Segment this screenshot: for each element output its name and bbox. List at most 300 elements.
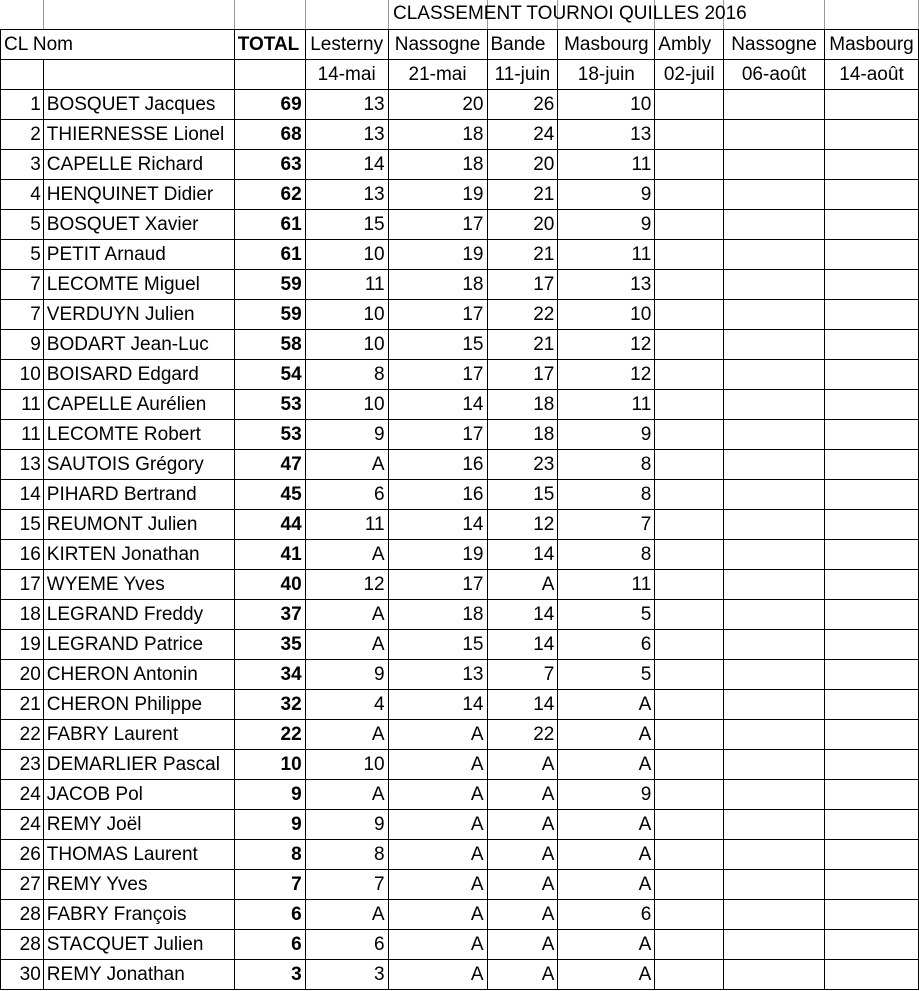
score-cell[interactable] <box>655 839 724 869</box>
score-cell[interactable]: 13 <box>305 179 388 209</box>
total-cell[interactable]: 32 <box>234 689 305 719</box>
score-cell[interactable]: 19 <box>388 539 487 569</box>
score-cell[interactable] <box>655 359 724 389</box>
score-cell[interactable] <box>724 749 825 779</box>
total-cell[interactable]: 63 <box>234 149 305 179</box>
score-cell[interactable]: A <box>487 959 558 989</box>
score-cell[interactable]: 18 <box>487 389 558 419</box>
name-cell[interactable]: REMY Jonathan <box>43 959 234 989</box>
cell[interactable] <box>43 59 234 89</box>
score-cell[interactable]: 6 <box>558 629 655 659</box>
name-cell[interactable]: FABRY François <box>43 899 234 929</box>
score-cell[interactable]: 12 <box>487 509 558 539</box>
score-cell[interactable]: 3 <box>305 959 388 989</box>
score-cell[interactable] <box>825 719 919 749</box>
total-cell[interactable]: 9 <box>234 779 305 809</box>
score-cell[interactable]: 13 <box>305 119 388 149</box>
score-cell[interactable] <box>655 389 724 419</box>
score-cell[interactable]: 11 <box>558 149 655 179</box>
score-cell[interactable]: A <box>305 449 388 479</box>
rank-cell[interactable]: 16 <box>1 539 44 569</box>
header-date[interactable]: 11-juin <box>487 59 558 89</box>
header-date[interactable]: 18-juin <box>558 59 655 89</box>
score-cell[interactable]: 9 <box>558 179 655 209</box>
score-cell[interactable] <box>655 749 724 779</box>
score-cell[interactable]: 14 <box>388 389 487 419</box>
score-cell[interactable] <box>655 179 724 209</box>
header-venue[interactable]: Lesterny <box>305 29 388 59</box>
score-cell[interactable]: 5 <box>558 659 655 689</box>
total-cell[interactable]: 53 <box>234 389 305 419</box>
cell[interactable] <box>1 0 44 29</box>
cell[interactable] <box>305 0 388 29</box>
score-cell[interactable]: 8 <box>558 539 655 569</box>
name-cell[interactable]: KIRTEN Jonathan <box>43 539 234 569</box>
score-cell[interactable] <box>724 329 825 359</box>
score-cell[interactable] <box>655 479 724 509</box>
score-cell[interactable] <box>655 959 724 989</box>
rank-cell[interactable]: 24 <box>1 809 44 839</box>
header-date[interactable]: 14-mai <box>305 59 388 89</box>
score-cell[interactable]: 17 <box>388 419 487 449</box>
score-cell[interactable] <box>655 899 724 929</box>
score-cell[interactable]: 17 <box>388 299 487 329</box>
score-cell[interactable]: 10 <box>305 299 388 329</box>
score-cell[interactable]: 8 <box>558 449 655 479</box>
score-cell[interactable]: A <box>388 719 487 749</box>
name-cell[interactable]: REMY Joël <box>43 809 234 839</box>
rank-cell[interactable]: 30 <box>1 959 44 989</box>
rank-cell[interactable]: 28 <box>1 929 44 959</box>
rank-cell[interactable]: 26 <box>1 839 44 869</box>
score-cell[interactable] <box>655 539 724 569</box>
score-cell[interactable] <box>655 569 724 599</box>
name-cell[interactable]: LECOMTE Miguel <box>43 269 234 299</box>
score-cell[interactable]: A <box>305 899 388 929</box>
score-cell[interactable] <box>655 659 724 689</box>
score-cell[interactable] <box>825 509 919 539</box>
rank-cell[interactable]: 21 <box>1 689 44 719</box>
score-cell[interactable]: 14 <box>487 539 558 569</box>
score-cell[interactable] <box>655 299 724 329</box>
score-cell[interactable] <box>655 599 724 629</box>
score-cell[interactable]: 18 <box>487 419 558 449</box>
score-cell[interactable]: A <box>388 839 487 869</box>
score-cell[interactable]: 11 <box>305 509 388 539</box>
total-cell[interactable]: 53 <box>234 419 305 449</box>
total-cell[interactable]: 59 <box>234 299 305 329</box>
score-cell[interactable]: 26 <box>487 89 558 119</box>
score-cell[interactable]: 18 <box>388 599 487 629</box>
rank-cell[interactable]: 15 <box>1 509 44 539</box>
score-cell[interactable] <box>825 749 919 779</box>
rank-cell[interactable]: 1 <box>1 89 44 119</box>
score-cell[interactable]: 9 <box>305 809 388 839</box>
rank-cell[interactable]: 28 <box>1 899 44 929</box>
header-date[interactable]: 06-août <box>724 59 825 89</box>
score-cell[interactable] <box>825 779 919 809</box>
score-cell[interactable]: 11 <box>558 389 655 419</box>
rank-cell[interactable]: 13 <box>1 449 44 479</box>
score-cell[interactable] <box>825 419 919 449</box>
score-cell[interactable]: A <box>558 839 655 869</box>
score-cell[interactable]: 15 <box>487 479 558 509</box>
score-cell[interactable] <box>825 209 919 239</box>
total-cell[interactable]: 54 <box>234 359 305 389</box>
rank-cell[interactable]: 5 <box>1 209 44 239</box>
score-cell[interactable] <box>724 539 825 569</box>
score-cell[interactable]: 11 <box>558 239 655 269</box>
score-cell[interactable]: 8 <box>558 479 655 509</box>
score-cell[interactable] <box>825 539 919 569</box>
name-cell[interactable]: JACOB Pol <box>43 779 234 809</box>
rank-cell[interactable]: 17 <box>1 569 44 599</box>
total-cell[interactable]: 35 <box>234 629 305 659</box>
score-cell[interactable]: 9 <box>305 419 388 449</box>
score-cell[interactable]: 21 <box>487 329 558 359</box>
score-cell[interactable]: A <box>388 869 487 899</box>
score-cell[interactable] <box>825 629 919 659</box>
score-cell[interactable]: 12 <box>305 569 388 599</box>
score-cell[interactable]: 10 <box>305 329 388 359</box>
score-cell[interactable]: A <box>388 899 487 929</box>
score-cell[interactable]: 17 <box>388 209 487 239</box>
score-cell[interactable]: 8 <box>305 359 388 389</box>
score-cell[interactable] <box>655 239 724 269</box>
score-cell[interactable]: A <box>388 929 487 959</box>
total-cell[interactable]: 34 <box>234 659 305 689</box>
total-cell[interactable]: 6 <box>234 929 305 959</box>
score-cell[interactable]: 11 <box>558 569 655 599</box>
header-date[interactable]: 14-août <box>825 59 919 89</box>
score-cell[interactable] <box>825 119 919 149</box>
score-cell[interactable] <box>724 719 825 749</box>
total-cell[interactable]: 41 <box>234 539 305 569</box>
score-cell[interactable] <box>724 959 825 989</box>
score-cell[interactable] <box>724 899 825 929</box>
score-cell[interactable] <box>724 179 825 209</box>
score-cell[interactable] <box>724 689 825 719</box>
score-cell[interactable] <box>655 419 724 449</box>
rank-cell[interactable]: 19 <box>1 629 44 659</box>
total-cell[interactable]: 62 <box>234 179 305 209</box>
score-cell[interactable] <box>724 629 825 659</box>
score-cell[interactable]: 5 <box>558 599 655 629</box>
name-cell[interactable]: CHERON Antonin <box>43 659 234 689</box>
rank-cell[interactable]: 24 <box>1 779 44 809</box>
score-cell[interactable]: 7 <box>487 659 558 689</box>
score-cell[interactable]: 4 <box>305 689 388 719</box>
score-cell[interactable] <box>825 599 919 629</box>
score-cell[interactable]: 10 <box>305 749 388 779</box>
score-cell[interactable] <box>825 299 919 329</box>
score-cell[interactable] <box>655 329 724 359</box>
rank-cell[interactable]: 11 <box>1 389 44 419</box>
score-cell[interactable] <box>724 779 825 809</box>
rank-cell[interactable]: 10 <box>1 359 44 389</box>
score-cell[interactable]: A <box>487 569 558 599</box>
score-cell[interactable]: A <box>487 809 558 839</box>
score-cell[interactable] <box>825 89 919 119</box>
score-cell[interactable] <box>724 809 825 839</box>
total-cell[interactable]: 59 <box>234 269 305 299</box>
score-cell[interactable]: 6 <box>305 929 388 959</box>
name-cell[interactable]: VERDUYN Julien <box>43 299 234 329</box>
rank-cell[interactable]: 11 <box>1 419 44 449</box>
score-cell[interactable] <box>825 959 919 989</box>
name-cell[interactable]: HENQUINET Didier <box>43 179 234 209</box>
total-cell[interactable]: 22 <box>234 719 305 749</box>
score-cell[interactable]: 20 <box>388 89 487 119</box>
score-cell[interactable] <box>655 689 724 719</box>
score-cell[interactable]: 6 <box>305 479 388 509</box>
name-cell[interactable]: CHERON Philippe <box>43 689 234 719</box>
total-cell[interactable]: 6 <box>234 899 305 929</box>
score-cell[interactable]: A <box>558 719 655 749</box>
name-cell[interactable]: BOSQUET Xavier <box>43 209 234 239</box>
cell[interactable] <box>1 59 44 89</box>
score-cell[interactable]: 8 <box>305 839 388 869</box>
score-cell[interactable] <box>655 149 724 179</box>
total-cell[interactable]: 3 <box>234 959 305 989</box>
total-cell[interactable]: 61 <box>234 239 305 269</box>
total-cell[interactable]: 7 <box>234 869 305 899</box>
header-venue[interactable]: Nassogne <box>388 29 487 59</box>
total-cell[interactable]: 68 <box>234 119 305 149</box>
score-cell[interactable] <box>724 389 825 419</box>
score-cell[interactable] <box>724 929 825 959</box>
score-cell[interactable]: A <box>305 719 388 749</box>
score-cell[interactable] <box>825 269 919 299</box>
name-cell[interactable]: DEMARLIER Pascal <box>43 749 234 779</box>
rank-cell[interactable]: 27 <box>1 869 44 899</box>
header-total[interactable]: TOTAL <box>234 29 305 59</box>
score-cell[interactable] <box>655 929 724 959</box>
rank-cell[interactable]: 7 <box>1 299 44 329</box>
header-cl-nom[interactable]: CL Nom <box>1 29 235 59</box>
rank-cell[interactable]: 3 <box>1 149 44 179</box>
total-cell[interactable]: 47 <box>234 449 305 479</box>
score-cell[interactable] <box>724 269 825 299</box>
score-cell[interactable] <box>724 119 825 149</box>
score-cell[interactable]: 10 <box>305 389 388 419</box>
score-cell[interactable]: A <box>558 809 655 839</box>
score-cell[interactable]: 13 <box>558 119 655 149</box>
name-cell[interactable]: THIERNESSE Lionel <box>43 119 234 149</box>
header-venue[interactable]: Masbourg <box>558 29 655 59</box>
header-date[interactable]: 02-juil <box>655 59 724 89</box>
score-cell[interactable]: 17 <box>487 359 558 389</box>
score-cell[interactable]: 11 <box>305 269 388 299</box>
score-cell[interactable] <box>825 659 919 689</box>
score-cell[interactable] <box>655 719 724 749</box>
header-venue[interactable]: Ambly <box>655 29 724 59</box>
score-cell[interactable]: 14 <box>388 509 487 539</box>
score-cell[interactable]: 15 <box>388 629 487 659</box>
score-cell[interactable]: 15 <box>388 329 487 359</box>
name-cell[interactable]: LEGRAND Patrice <box>43 629 234 659</box>
score-cell[interactable]: A <box>305 629 388 659</box>
score-cell[interactable]: A <box>487 899 558 929</box>
score-cell[interactable]: 21 <box>487 179 558 209</box>
name-cell[interactable]: LECOMTE Robert <box>43 419 234 449</box>
score-cell[interactable]: 23 <box>487 449 558 479</box>
score-cell[interactable]: 17 <box>487 269 558 299</box>
score-cell[interactable]: 19 <box>388 239 487 269</box>
score-cell[interactable] <box>825 449 919 479</box>
score-cell[interactable] <box>825 479 919 509</box>
name-cell[interactable]: CAPELLE Aurélien <box>43 389 234 419</box>
score-cell[interactable]: A <box>487 869 558 899</box>
header-venue[interactable]: Nassogne <box>724 29 825 59</box>
score-cell[interactable]: A <box>487 929 558 959</box>
header-date[interactable]: 21-mai <box>388 59 487 89</box>
name-cell[interactable]: PIHARD Bertrand <box>43 479 234 509</box>
score-cell[interactable]: A <box>487 749 558 779</box>
score-cell[interactable]: A <box>558 959 655 989</box>
score-cell[interactable]: 12 <box>558 329 655 359</box>
score-cell[interactable] <box>724 89 825 119</box>
score-cell[interactable] <box>655 869 724 899</box>
score-cell[interactable] <box>825 389 919 419</box>
score-cell[interactable] <box>724 239 825 269</box>
score-cell[interactable]: 18 <box>388 149 487 179</box>
score-cell[interactable] <box>655 119 724 149</box>
score-cell[interactable]: 13 <box>558 269 655 299</box>
score-cell[interactable] <box>825 359 919 389</box>
score-cell[interactable] <box>724 599 825 629</box>
rank-cell[interactable]: 7 <box>1 269 44 299</box>
rank-cell[interactable]: 18 <box>1 599 44 629</box>
score-cell[interactable]: 14 <box>487 629 558 659</box>
score-cell[interactable]: 10 <box>305 239 388 269</box>
name-cell[interactable]: BOISARD Edgard <box>43 359 234 389</box>
rank-cell[interactable]: 22 <box>1 719 44 749</box>
header-venue[interactable]: Masbourg <box>825 29 919 59</box>
name-cell[interactable]: BOSQUET Jacques <box>43 89 234 119</box>
total-cell[interactable]: 10 <box>234 749 305 779</box>
score-cell[interactable]: A <box>388 749 487 779</box>
score-cell[interactable] <box>655 209 724 239</box>
score-cell[interactable]: 13 <box>388 659 487 689</box>
name-cell[interactable]: CAPELLE Richard <box>43 149 234 179</box>
score-cell[interactable] <box>724 209 825 239</box>
name-cell[interactable]: SAUTOIS Grégory <box>43 449 234 479</box>
score-cell[interactable]: 15 <box>305 209 388 239</box>
score-cell[interactable]: A <box>558 689 655 719</box>
score-cell[interactable] <box>724 569 825 599</box>
score-cell[interactable]: 19 <box>388 179 487 209</box>
score-cell[interactable]: 18 <box>388 269 487 299</box>
score-cell[interactable] <box>724 359 825 389</box>
score-cell[interactable] <box>825 839 919 869</box>
name-cell[interactable]: FABRY Laurent <box>43 719 234 749</box>
score-cell[interactable]: 9 <box>558 779 655 809</box>
score-cell[interactable]: 14 <box>487 599 558 629</box>
rank-cell[interactable]: 4 <box>1 179 44 209</box>
score-cell[interactable]: 17 <box>388 359 487 389</box>
score-cell[interactable]: 10 <box>558 89 655 119</box>
name-cell[interactable]: LEGRAND Freddy <box>43 599 234 629</box>
score-cell[interactable]: 6 <box>558 899 655 929</box>
score-cell[interactable] <box>724 419 825 449</box>
score-cell[interactable]: 20 <box>487 209 558 239</box>
score-cell[interactable] <box>724 869 825 899</box>
score-cell[interactable]: 12 <box>558 359 655 389</box>
score-cell[interactable] <box>655 509 724 539</box>
score-cell[interactable]: 18 <box>388 119 487 149</box>
score-cell[interactable] <box>724 449 825 479</box>
score-cell[interactable] <box>825 899 919 929</box>
score-cell[interactable]: 24 <box>487 119 558 149</box>
score-cell[interactable] <box>724 149 825 179</box>
name-cell[interactable]: WYEME Yves <box>43 569 234 599</box>
score-cell[interactable] <box>825 689 919 719</box>
score-cell[interactable]: A <box>558 749 655 779</box>
name-cell[interactable]: STACQUET Julien <box>43 929 234 959</box>
score-cell[interactable]: 9 <box>305 659 388 689</box>
rank-cell[interactable]: 20 <box>1 659 44 689</box>
score-cell[interactable]: A <box>388 779 487 809</box>
cell[interactable] <box>43 0 234 29</box>
name-cell[interactable]: PETIT Arnaud <box>43 239 234 269</box>
score-cell[interactable] <box>655 89 724 119</box>
rank-cell[interactable]: 23 <box>1 749 44 779</box>
score-cell[interactable]: A <box>305 779 388 809</box>
score-cell[interactable]: 7 <box>305 869 388 899</box>
cell[interactable] <box>234 0 305 29</box>
score-cell[interactable] <box>825 179 919 209</box>
rank-cell[interactable]: 14 <box>1 479 44 509</box>
score-cell[interactable] <box>825 329 919 359</box>
score-cell[interactable]: 22 <box>487 299 558 329</box>
score-cell[interactable]: 9 <box>558 209 655 239</box>
score-cell[interactable]: 10 <box>558 299 655 329</box>
cell[interactable] <box>234 59 305 89</box>
score-cell[interactable]: A <box>487 839 558 869</box>
total-cell[interactable]: 58 <box>234 329 305 359</box>
score-cell[interactable] <box>825 569 919 599</box>
score-cell[interactable]: 7 <box>558 509 655 539</box>
score-cell[interactable]: A <box>305 539 388 569</box>
score-cell[interactable] <box>825 239 919 269</box>
total-cell[interactable]: 69 <box>234 89 305 119</box>
total-cell[interactable]: 44 <box>234 509 305 539</box>
name-cell[interactable]: REUMONT Julien <box>43 509 234 539</box>
score-cell[interactable]: 22 <box>487 719 558 749</box>
score-cell[interactable]: 14 <box>305 149 388 179</box>
score-cell[interactable]: A <box>388 809 487 839</box>
score-cell[interactable]: A <box>388 959 487 989</box>
score-cell[interactable]: 17 <box>388 569 487 599</box>
rank-cell[interactable]: 9 <box>1 329 44 359</box>
score-cell[interactable]: 21 <box>487 239 558 269</box>
rank-cell[interactable]: 5 <box>1 239 44 269</box>
score-cell[interactable]: 20 <box>487 149 558 179</box>
score-cell[interactable] <box>655 809 724 839</box>
score-cell[interactable]: A <box>305 599 388 629</box>
total-cell[interactable]: 8 <box>234 839 305 869</box>
score-cell[interactable] <box>724 659 825 689</box>
total-cell[interactable]: 61 <box>234 209 305 239</box>
name-cell[interactable]: REMY Yves <box>43 869 234 899</box>
score-cell[interactable] <box>724 839 825 869</box>
score-cell[interactable]: 14 <box>487 689 558 719</box>
score-cell[interactable]: 16 <box>388 449 487 479</box>
score-cell[interactable]: 16 <box>388 479 487 509</box>
score-cell[interactable] <box>724 299 825 329</box>
score-cell[interactable] <box>655 779 724 809</box>
